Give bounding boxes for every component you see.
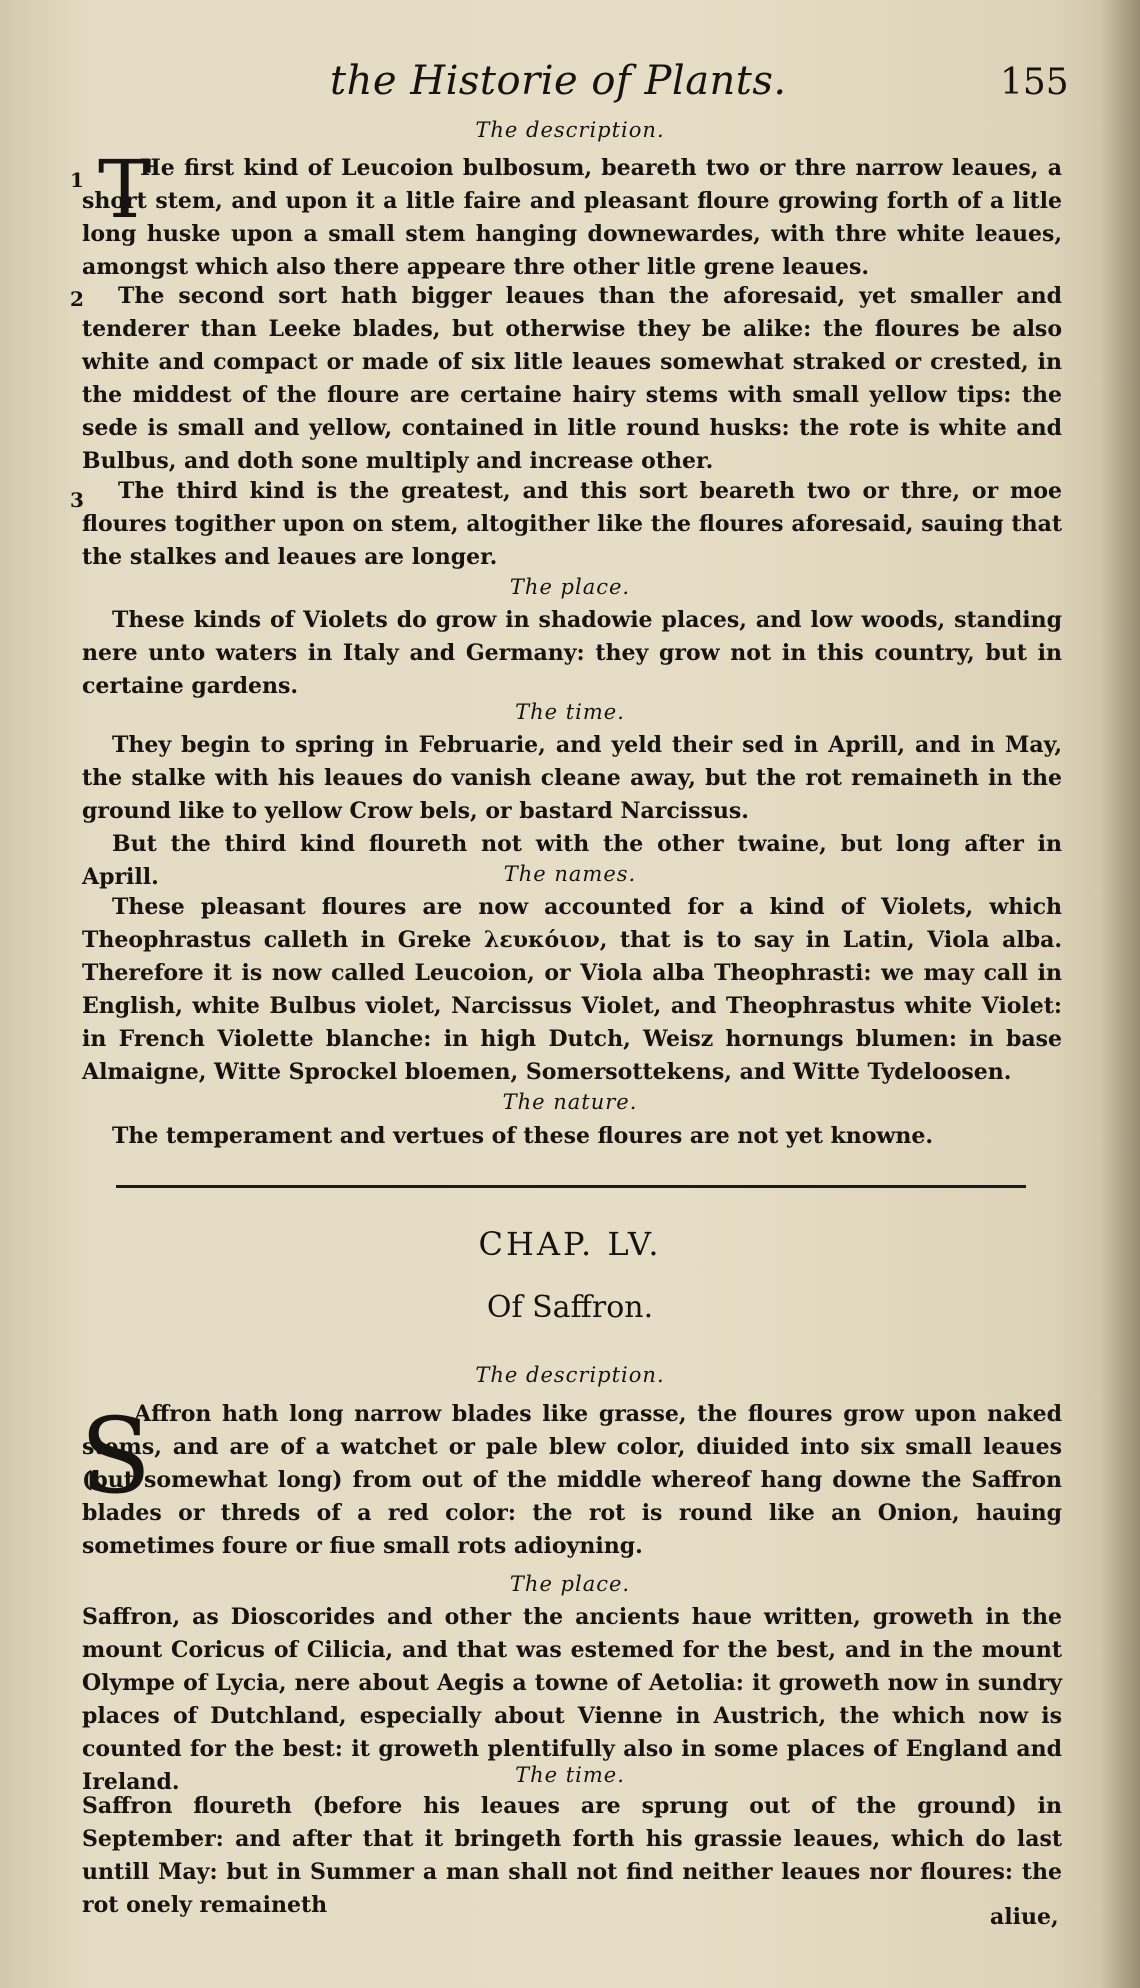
place-heading: The place. [509,575,631,599]
saffron-description-paragraph [80,1395,1062,1563]
place-paragraph [82,604,1062,703]
saffron-time-heading: The time. [515,1763,625,1787]
paragraph-text: The third kind is the greatest, and this sort beareth two or thre, or moe floures togither upon on stem, altogither like the floures aforesaid, sauing that the stalkes and leaues are longer. [82,478,1062,570]
paragraph-text: These kinds of Violets do grow in shadowie places, and low woods, standing nere unto waters in Italy and Germany: they grow not in this country, but in certaine gardens. [82,607,1062,699]
nature-paragraph [82,1120,1062,1153]
paragraph-text: He first kind of Leucoion bulbosum, beareth two or thre narrow leaues, a short stem, and upon it a litle faire and pleasant floure growing forth of a litle long huske upon a small stem hanging downewardes, with thre white leaues, amongst which also there appeare thre other litle grene leaues. [82,155,1062,280]
page-number: 155 [1000,62,1069,103]
paragraph-text: These pleasant floures are now accounted for a kind of Violets, which Theophrastus calleth in Greke λευκόιον, that is to say in Latin, Viola alba. Therefore it is now called Leucoion, or Viola alba Theophrasti: we may call in English, white Bulbus violet, Narcissus Violet, and Theophrastus white Violet: in French Violette blanche: in high Dutch, Weisz hornungs blumen: in base Almaigne, Witte Sprockel bloemen, Somersottekens, and Witte Tydeloosen. [82,894,1062,1085]
chapter-number: CHAP. LV. [478,1225,662,1263]
paragraph-text: Affron hath long narrow blades like grasse, the floures grow upon naked stems, and are of a watchet or pale blew color, diuided into six small leaues (but somewhat long) from out of the middle whereof hang downe the Saffron blades or threds of a red color: the rot is round like an Onion, hauing sometimes foure or fiue small rots adioyning. [82,1401,1062,1559]
paragraph-number-2: 2 [70,287,84,311]
running-title: the Historie of Plants. [330,58,787,104]
description-paragraph-3 [82,475,1062,574]
saffron-time-paragraph [82,1790,1062,1922]
paragraph-text: The second sort hath bigger leaues than the aforesaid, yet smaller and tenderer than Leeke blades, but otherwise they be alike: the floures be also white and compact or made of six litle leaues somewhat straked or crested, in the middest of the floure are certaine hairy stems with small yellow tips: the sede is small and yellow, contained in litle round husks: the rote is white and Bulbus, and doth sone multiply and increase other. [82,283,1062,474]
catchword: aliue, [990,1904,1059,1930]
drop-cap-t: T [98,143,152,236]
paragraph-text-2: But the third kind floureth not with the other twaine, but long after in Aprill. [82,831,1062,890]
description-heading: The description. [475,118,665,142]
description-paragraph-1 [82,143,1062,284]
paragraph-text: Saffron, as Dioscorides and other the ancients haue written, groweth in the mount Coricus of Cilicia, and that was estemed for the best, and in the mount Olympe of Lycia, nere about Aegis a towne of Aetolia: it groweth now in sundry places of Dutchland, especially about Vienne in Austrich, the which now is counted for the best: it groweth plentifully also in some places of England and Ireland. [82,1604,1062,1795]
names-paragraph [82,891,1062,1089]
paragraph-number-3: 3 [70,488,84,512]
paragraph-number-1: 1 [70,168,84,192]
saffron-place-heading: The place. [509,1572,631,1596]
paragraph-text: They begin to spring in Februarie, and yeld their sed in Aprill, and in May, the stalke with his leaues do vanish cleane away, but the rot remaineth in the ground like to yellow Crow bels, or bastard Narcissus. [82,732,1062,824]
paragraph-text: Saffron floureth (before his leaues are sprung out of the ground) in September: and after that it bringeth forth his grassie leaues, which do last untill May: but in Summer a man shall not find neither leaues nor floures: the rot onely remaineth [82,1793,1062,1918]
time-heading: The time. [515,700,625,724]
drop-cap-s: S [80,1395,152,1517]
description-paragraph-2 [82,280,1062,478]
names-heading: The names. [503,862,637,886]
paragraph-text: The temperament and vertues of these floures are not yet knowne. [112,1123,934,1149]
nature-heading: The nature. [502,1090,638,1114]
section-divider-rule [116,1185,1026,1188]
chapter-title: Of Saffron. [486,1290,654,1325]
page-edge-shadow [1100,0,1140,1988]
saffron-description-heading: The description. [475,1363,665,1387]
